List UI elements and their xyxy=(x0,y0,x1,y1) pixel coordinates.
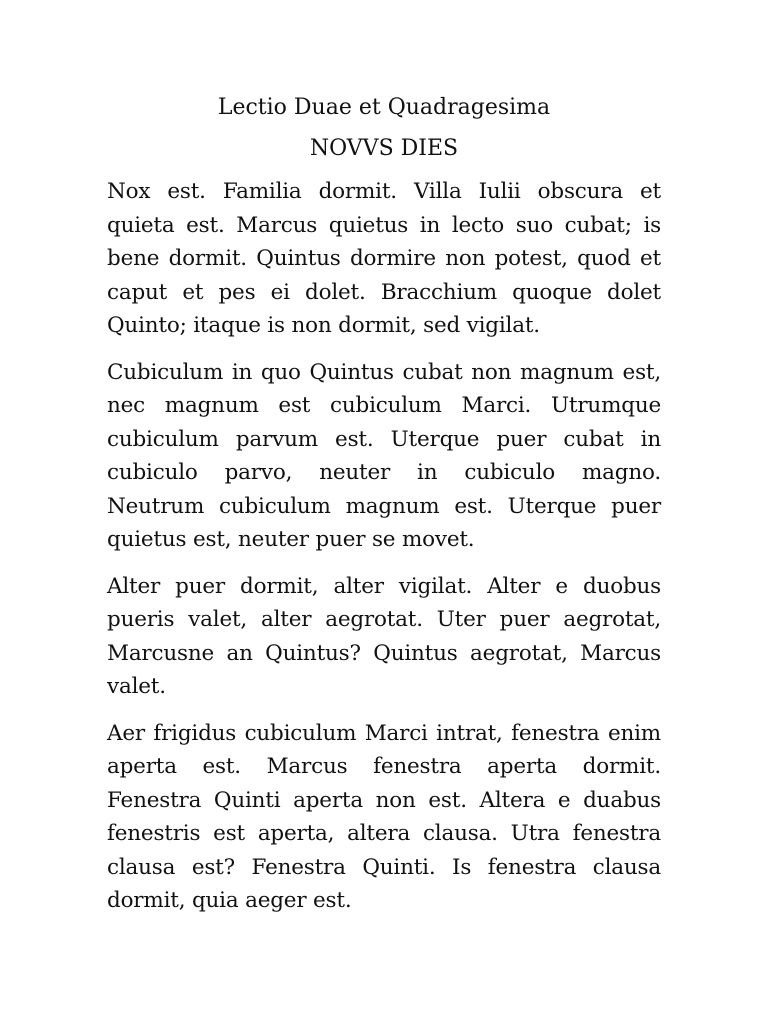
paragraph: Cubiculum in quo Quintus cubat non magnum est, nec magnum est cubiculum Marci. Utrumque cubiculum parvum est. Uterque puer cubat in cubiculo parvo, neuter in cubiculo magno. Neutrum cubiculum magnum est. Uterque puer quietus est, neuter puer se movet. xyxy=(107,359,661,552)
lesson-title: Lectio Duae et Quadragesima xyxy=(217,95,551,120)
paragraph: Aer frigidus cubiculum Marci intrat, fenestra enim aperta est. Marcus fenestra aperta dormit. Fenestra Quinti aperta non est. Altera e duabus fenestris est aperta, altera clausa. Utra fenestra clausa est? Fenestra Quinti. Is fenestra clausa dormit, quia aeger est. xyxy=(107,720,661,913)
paragraph: Nox est. Familia dormit. Villa Iulii obscura et quieta est. Marcus quietus in lecto suo cubat; is bene dormit. Quintus dormire non potest, quod et caput et pes ei dolet. Bracchium quoque dolet Quinto; itaque is non dormit, sed vigilat. xyxy=(107,179,661,338)
chapter-title: NOVVS DIES xyxy=(309,136,459,161)
document-page xyxy=(107,92,661,931)
paragraph: Alter puer dormit, alter vigilat. Alter e duobus pueris valet, alter aegrotat. Uter puer aegrotat, Marcusne an Quintus? Quintus aegrotat, Marcus valet. xyxy=(107,573,661,699)
